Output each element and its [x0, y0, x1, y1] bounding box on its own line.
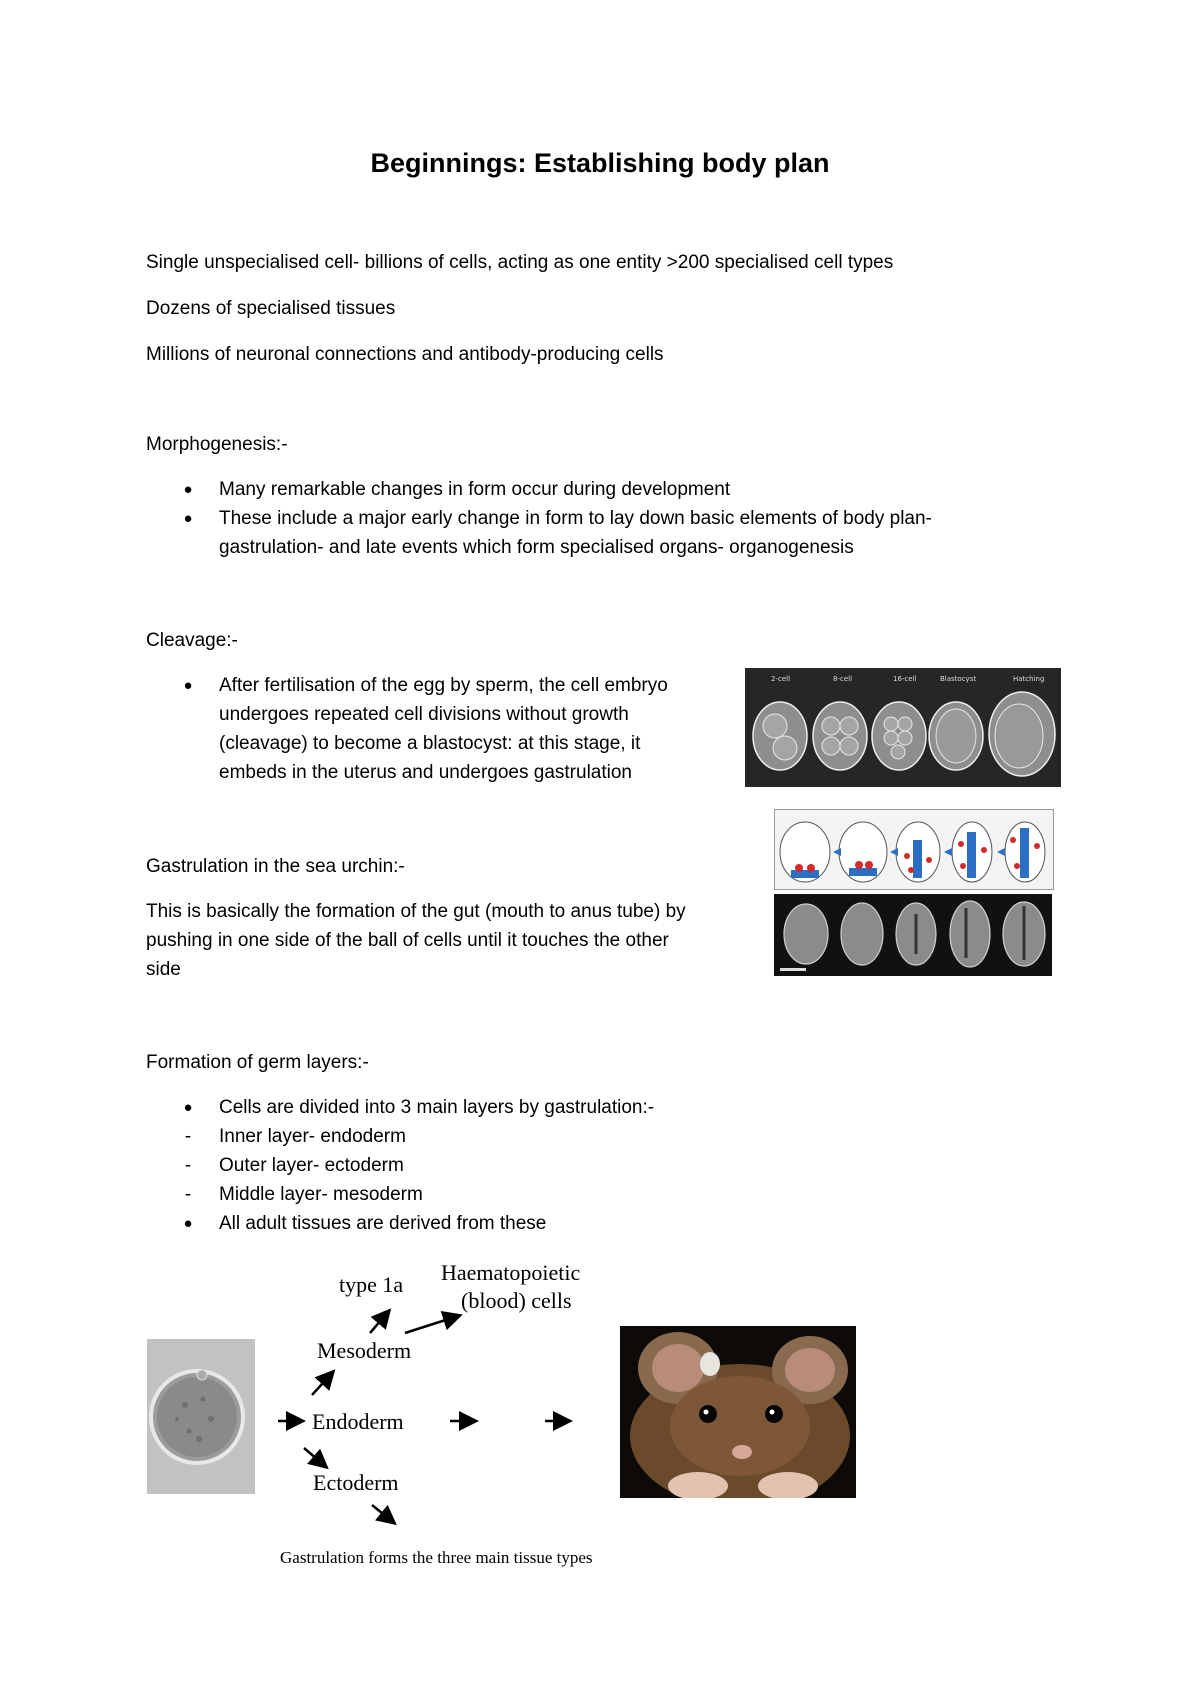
ectoderm-label: Ectoderm — [313, 1470, 399, 1495]
cleavage-stages-image — [745, 668, 1061, 787]
stage-label: 8-cell — [833, 675, 853, 683]
diagram-caption: Gastrulation forms the three main tissue types — [280, 1548, 593, 1567]
dash-icon: - — [184, 1184, 192, 1205]
intro-line-3: Millions of neuronal connections and antibody-producing cells — [146, 344, 664, 365]
mouse-svg — [620, 1326, 856, 1498]
sea-urchin-diagram-svg — [775, 810, 1053, 889]
cleavage-line-3: (cleavage) to become a blastocyst: at this stage, it — [219, 733, 641, 754]
cleavage-line-4: embeds in the uterus and undergoes gastrulation — [219, 762, 632, 783]
germ-dash-3: Middle layer- mesoderm — [219, 1184, 423, 1205]
arrow-to-mesoderm — [312, 1373, 332, 1395]
arrow-to-type1a — [370, 1312, 388, 1333]
dash-icon: - — [184, 1126, 192, 1147]
gastrulation-line-3: side — [146, 959, 181, 980]
bullet-icon: ● — [183, 1099, 193, 1116]
arrow-to-ectoderm — [304, 1448, 325, 1466]
arrow-from-ectoderm — [372, 1505, 393, 1522]
sea-urchin-diagram — [774, 809, 1054, 890]
sea-urchin-sem-svg — [774, 894, 1052, 976]
gastrulation-line-2: pushing in one side of the ball of cells until it touches the other — [146, 930, 669, 951]
cleavage-line-2: undergoes repeated cell divisions without growth — [219, 704, 629, 725]
germ-bullet-2: All adult tissues are derived from these — [219, 1213, 547, 1234]
stage-label: Blastocyst — [940, 675, 977, 683]
germ-layers-heading: Formation of germ layers:- — [146, 1052, 369, 1073]
dash-icon: - — [184, 1155, 192, 1176]
bullet-icon: ● — [183, 510, 193, 527]
haematopoietic-label: Haematopoietic — [441, 1260, 581, 1285]
egg-cell-image — [147, 1339, 255, 1494]
germ-dash-2: Outer layer- ectoderm — [219, 1155, 404, 1176]
bullet-icon: ● — [183, 481, 193, 498]
sea-urchin-sem-image — [774, 894, 1052, 976]
morphogenesis-bullet-2a: These include a major early change in form to lay down basic elements of body plan- — [219, 508, 932, 529]
stage-label: 16-cell — [893, 675, 917, 683]
morphogenesis-bullet-1: Many remarkable changes in form occur during development — [219, 479, 731, 500]
intro-line-2: Dozens of specialised tissues — [146, 298, 396, 319]
type-1a-label: type 1a — [339, 1272, 404, 1297]
page-title: Beginnings: Establishing body plan — [370, 148, 830, 178]
egg-cell-svg — [147, 1339, 255, 1494]
morphogenesis-bullet-2b: gastrulation- and late events which form specialised organs- organogenesis — [219, 537, 854, 558]
stage-label: Hatching — [1013, 675, 1045, 683]
stage-label: 2-cell — [771, 675, 791, 683]
bullet-icon: ● — [183, 677, 193, 694]
cleavage-heading: Cleavage:- — [146, 630, 238, 651]
germ-bullet-1: Cells are divided into 3 main layers by gastrulation:- — [219, 1097, 655, 1118]
diagram-arrows — [260, 1300, 580, 1530]
mouse-image — [620, 1326, 856, 1498]
bullet-icon: ● — [183, 1215, 193, 1232]
endoderm-label: Endoderm — [312, 1409, 404, 1434]
cleavage-line-1: After fertilisation of the egg by sperm, the cell embryo — [219, 675, 668, 696]
gastrulation-line-1: This is basically the formation of the gut (mouth to anus tube) by — [146, 901, 686, 922]
germ-dash-1: Inner layer- endoderm — [219, 1126, 406, 1147]
mesoderm-label: Mesoderm — [317, 1338, 412, 1363]
morphogenesis-heading: Morphogenesis:- — [146, 434, 288, 455]
cleavage-stages-svg — [745, 668, 1061, 787]
arrow-to-haematopoietic — [405, 1316, 458, 1333]
blood-cells-label: (blood) cells — [461, 1288, 572, 1313]
gastrulation-heading: Gastrulation in the sea urchin:- — [146, 856, 405, 877]
intro-line-1: Single unspecialised cell- billions of cells, acting as one entity >200 specialised cell types — [146, 252, 894, 273]
